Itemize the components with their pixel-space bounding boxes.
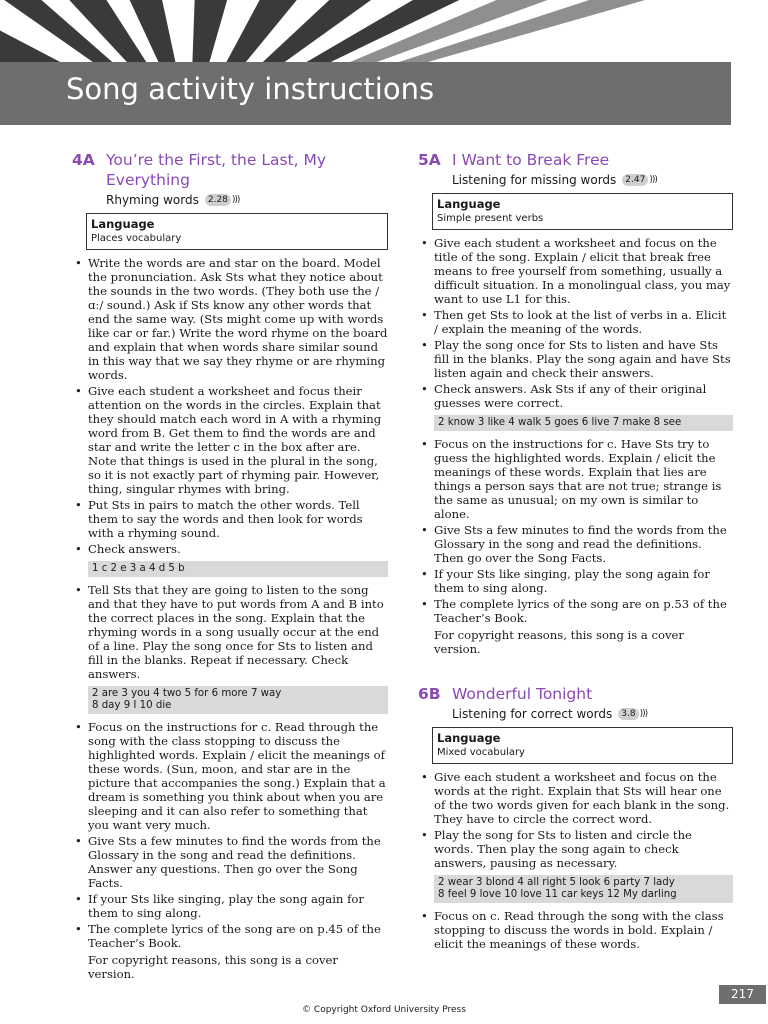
section-title: I Want to Break Free xyxy=(452,151,610,169)
track-number: 2.47 xyxy=(622,174,648,186)
section-subtitle-row xyxy=(452,707,733,721)
section-subtitle-row xyxy=(452,173,733,187)
list-item: • Check answers. Ask Sts if any of their original guesses were correct. xyxy=(434,382,733,410)
instruction-list xyxy=(72,256,388,556)
answer-row: 2 are 3 you 4 two 5 for 6 more 7 way xyxy=(92,688,282,699)
list-item: • Check answers. xyxy=(88,542,388,556)
language-box xyxy=(432,727,733,764)
audio-track xyxy=(205,193,240,207)
language-value: Simple present verbs xyxy=(437,213,544,224)
page-title: Song activity instructions xyxy=(66,72,435,106)
instruction-list xyxy=(418,236,733,410)
list-item: • Give Sts a few minutes to find the words from the Glossary in the song and read the definitions. Answer any questions. Then go over the Song Facts. xyxy=(88,834,388,890)
audio-waves-icon: ))) xyxy=(639,709,648,719)
list-item: • Give each student a worksheet and focus their attention on the words in the circles. Explain that they should match each word in A with a rhyming word from B. Get them to find the words are and star and write the letter c in the box after are. Note that things is used in the plural in the song, so it is not exactly part of rhyming pair. However, thing, singular rhymes with bring. xyxy=(88,384,388,496)
footer-copyright: © Copyright Oxford University Press xyxy=(302,1005,466,1015)
list-item: • The complete lyrics of the song are on p.53 of the Teacher’s Book. xyxy=(434,597,733,625)
left-column xyxy=(72,150,388,984)
language-value: Mixed vocabulary xyxy=(437,747,525,758)
list-item: • Play the song for Sts to listen and circle the words. Then play the song again to check answers, pausing as necessary. xyxy=(434,828,733,870)
instruction-list xyxy=(72,583,388,681)
answer-key: 1 c 2 e 3 a 4 d 5 b xyxy=(88,561,388,577)
copyright-note: For copyright reasons, this song is a cover version. xyxy=(88,953,338,981)
answer-key xyxy=(88,686,388,714)
page-number: 217 xyxy=(719,985,766,1004)
section-heading-5a xyxy=(418,150,733,170)
list-item: • Then get Sts to look at the list of verbs in a. Elicit / explain the meaning of the words. xyxy=(434,308,733,336)
language-label: Language xyxy=(91,217,155,231)
list-item: • Put Sts in pairs to match the other words. Tell them to say the words and then look for words with a rhyming sound. xyxy=(88,498,388,540)
section-number: 6B xyxy=(418,685,441,703)
section-subtitle-row xyxy=(106,193,388,207)
list-item: • If your Sts like singing, play the song again for them to sing along. xyxy=(88,892,388,920)
section-subtitle: Listening for correct words xyxy=(452,707,613,721)
track-number: 2.28 xyxy=(205,194,231,206)
section-number: 4A xyxy=(72,151,95,169)
answer-key xyxy=(434,875,733,903)
audio-waves-icon: ))) xyxy=(649,175,657,185)
list-item: • Play the song once for Sts to listen and have Sts fill in the blanks. Play the song again and have Sts listen again and check their answers. xyxy=(434,338,733,380)
language-label: Language xyxy=(437,731,501,745)
list-item: • Focus on the instructions for c. Read through the song with the class stopping to discuss the highlighted words. Explain / elicit the meanings of these words. (Sun, moon, and star are in the picture that accompanies the song.) Explain that a dream is something you think about when you are sleeping and it can also refer to something that you want very much. xyxy=(88,720,388,832)
list-item: • Give each student a worksheet and focus on the title of the song. Explain / elicit that break free means to free yourself from something, usually a difficult situation. In a monolingual class, you may want to use L1 for this. xyxy=(434,236,733,306)
answer-key: 2 know 3 like 4 walk 5 goes 6 live 7 make 8 see xyxy=(434,415,733,431)
answer-row: 8 feel 9 love 10 love 11 car keys 12 My darling xyxy=(438,889,677,900)
list-item: • If your Sts like singing, play the song again for them to sing along. xyxy=(434,567,733,595)
instruction-list xyxy=(418,770,733,870)
list-item: • Focus on the instructions for c. Have Sts try to guess the highlighted words. Explain / elicit the meanings of these words. Explain that lies are things a person says that are not true; strange is the same as unusual; on my own is similar to alone. xyxy=(434,437,733,521)
list-item: • Focus on c. Read through the song with the class stopping to discuss the words in bold. Explain / elicit the meanings of these words. xyxy=(434,909,733,951)
answer-row: 2 wear 3 blond 4 all right 5 look 6 party 7 lady xyxy=(438,877,675,888)
right-column xyxy=(418,150,733,953)
section-title: You’re the First, the Last, My Everything xyxy=(106,151,327,189)
section-heading-4a xyxy=(72,150,388,190)
answer-row: 8 day 9 I 10 die xyxy=(92,700,172,711)
list-item: • Write the words are and star on the board. Model the pronunciation. Ask Sts what they notice about the sounds in the two words. (They both use the /ɑː/ sound.) Ask if Sts know any other words that end the same way. (Sts might come up with words like car or far.) Write the word rhyme on the board and explain that when words share similar sound in this way that we say they rhyme or are rhyming words. xyxy=(88,256,388,382)
section-6b xyxy=(418,684,733,951)
instruction-list xyxy=(418,909,733,951)
language-label: Language xyxy=(437,197,501,211)
audio-track xyxy=(618,707,647,721)
section-number: 5A xyxy=(418,151,441,169)
instruction-list xyxy=(418,437,733,625)
language-box xyxy=(86,213,388,250)
copyright-note: For copyright reasons, this song is a cover version. xyxy=(434,628,684,656)
list-item: • Give each student a worksheet and focus on the words at the right. Explain that Sts will hear one of the two words given for each blank in the song. They have to circle the correct word. xyxy=(434,770,733,826)
track-number: 3.8 xyxy=(618,708,638,720)
language-value: Places vocabulary xyxy=(91,233,182,244)
audio-waves-icon: ))) xyxy=(231,195,240,205)
list-item: • Give Sts a few minutes to find the words from the Glossary in the song and read the definitions. Then go over the Song Facts. xyxy=(434,523,733,565)
section-title: Wonderful Tonight xyxy=(452,685,593,703)
instruction-list xyxy=(72,720,388,950)
section-heading-6b xyxy=(418,684,733,704)
list-item: • Tell Sts that they are going to listen to the song and that they have to put words from A and B into the correct places in the song. Explain that the rhyming words in a song usually occur at the end of a line. Play the song once for Sts to listen and fill in the blanks. Repeat if necessary. Check answers. xyxy=(88,583,388,681)
language-box xyxy=(432,193,733,230)
section-subtitle: Rhyming words xyxy=(106,193,199,207)
list-item: • The complete lyrics of the song are on p.45 of the Teacher’s Book. xyxy=(88,922,388,950)
audio-track xyxy=(622,173,657,187)
section-subtitle: Listening for missing words xyxy=(452,173,617,187)
